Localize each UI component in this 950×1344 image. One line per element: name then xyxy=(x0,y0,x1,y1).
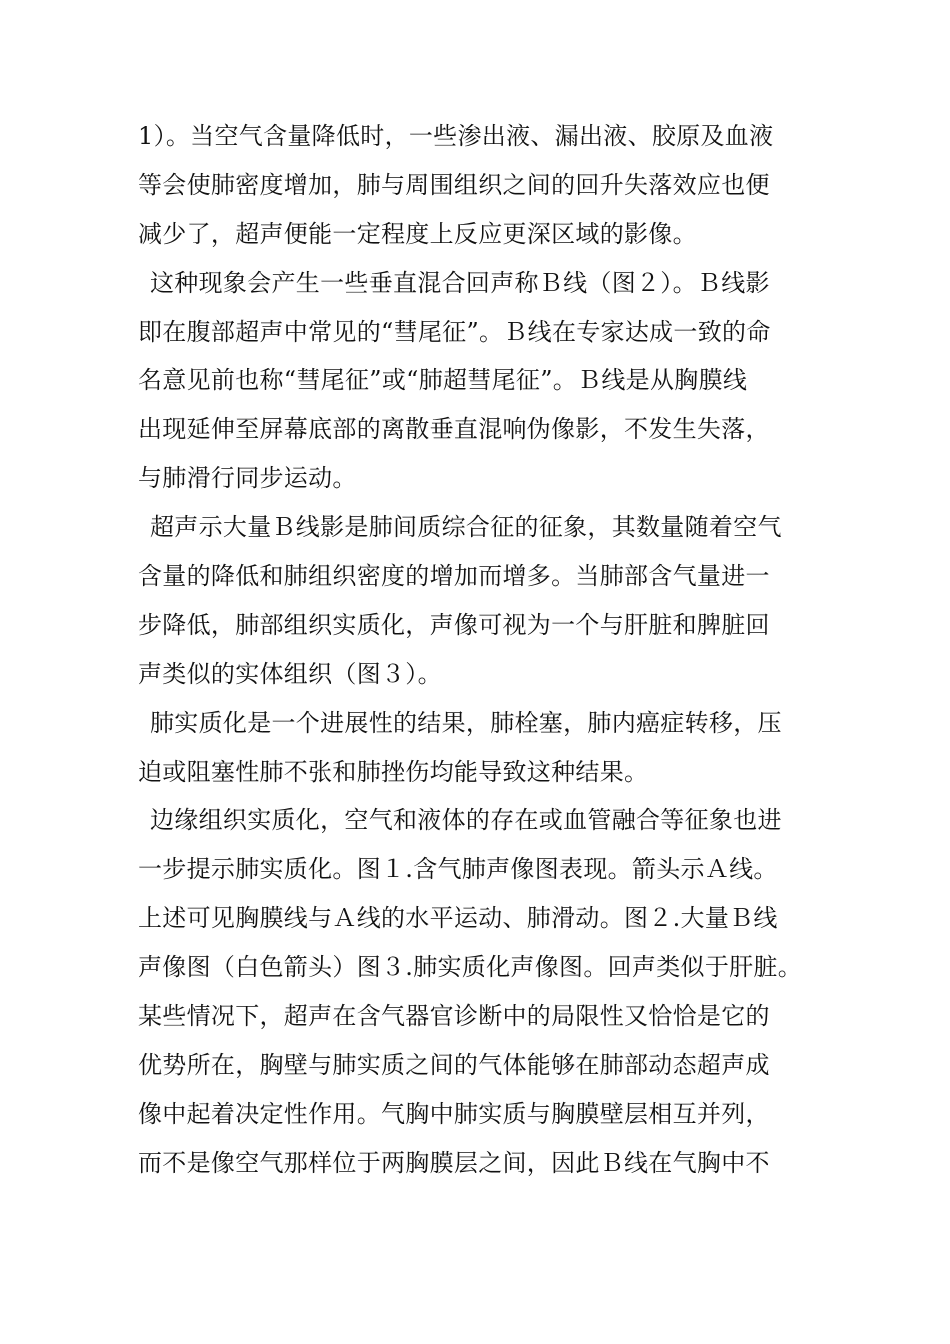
text-line: 名意见前也称“彗尾征”或“肺超彗尾征”。Ｂ线是从胸膜线 xyxy=(138,366,748,395)
text-line: 即在腹部超声中常见的“彗尾征”。Ｂ线在专家达成一致的命 xyxy=(138,317,771,346)
text-line: 迫或阻塞性肺不张和肺挫伤均能导致这种结果。 xyxy=(138,757,649,786)
text-line: 一步提示肺实质化。图１.含气肺声像图表现。箭头示Ａ线。 xyxy=(138,855,778,884)
text-line: 含量的降低和肺组织密度的增加而增多。当肺部含气量进一 xyxy=(138,562,770,591)
paragraph-start-line: 肺实质化是一个进展性的结果，肺栓塞，肺内癌症转移，压 xyxy=(150,708,782,737)
text-line: 与肺滑行同步运动。 xyxy=(138,464,357,493)
paragraph-start-line: 超声示大量Ｂ线影是肺间质综合征的征象，其数量随着空气 xyxy=(150,513,782,542)
paragraph-start-line: 边缘组织实质化，空气和液体的存在或血管融合等征象也进 xyxy=(150,806,782,835)
text-line: 1）。当空气含量降低时，一些渗出液、漏出液、胶原及血液 xyxy=(138,122,774,150)
text-line: 某些情况下，超声在含气器官诊断中的局限性又恰恰是它的 xyxy=(138,1002,770,1031)
body-text xyxy=(138,112,828,1188)
paragraph-start-line: 这种现象会产生一些垂直混合回声称Ｂ线（图２）。Ｂ线影 xyxy=(150,268,770,297)
text-line: 上述可见胸膜线与Ａ线的水平运动、肺滑动。图２.大量Ｂ线 xyxy=(138,904,778,933)
text-line: 减少了，超声便能一定程度上反应更深区域的影像。 xyxy=(138,219,697,248)
text-line: 等会使肺密度增加，肺与周围组织之间的回升失落效应也便 xyxy=(138,170,770,199)
text-line: 步降低，肺部组织实质化，声像可视为一个与肝脏和脾脏回 xyxy=(138,610,770,639)
text-line: 出现延伸至屏幕底部的离散垂直混响伪像影，不发生失落， xyxy=(138,415,770,444)
text-line: 声类似的实体组织（图３）。 xyxy=(138,659,442,688)
text-line: 声像图（白色箭头）图３.肺实质化声像图。回声类似于肝脏。 xyxy=(138,953,803,982)
text-line: 优势所在，胸壁与肺实质之间的气体能够在肺部动态超声成 xyxy=(138,1050,770,1079)
text-line: 像中起着决定性作用。气胸中肺实质与胸膜壁层相互并列， xyxy=(138,1099,770,1128)
text-line: 而不是像空气那样位于两胸膜层之间，因此Ｂ线在气胸中不 xyxy=(138,1148,770,1177)
